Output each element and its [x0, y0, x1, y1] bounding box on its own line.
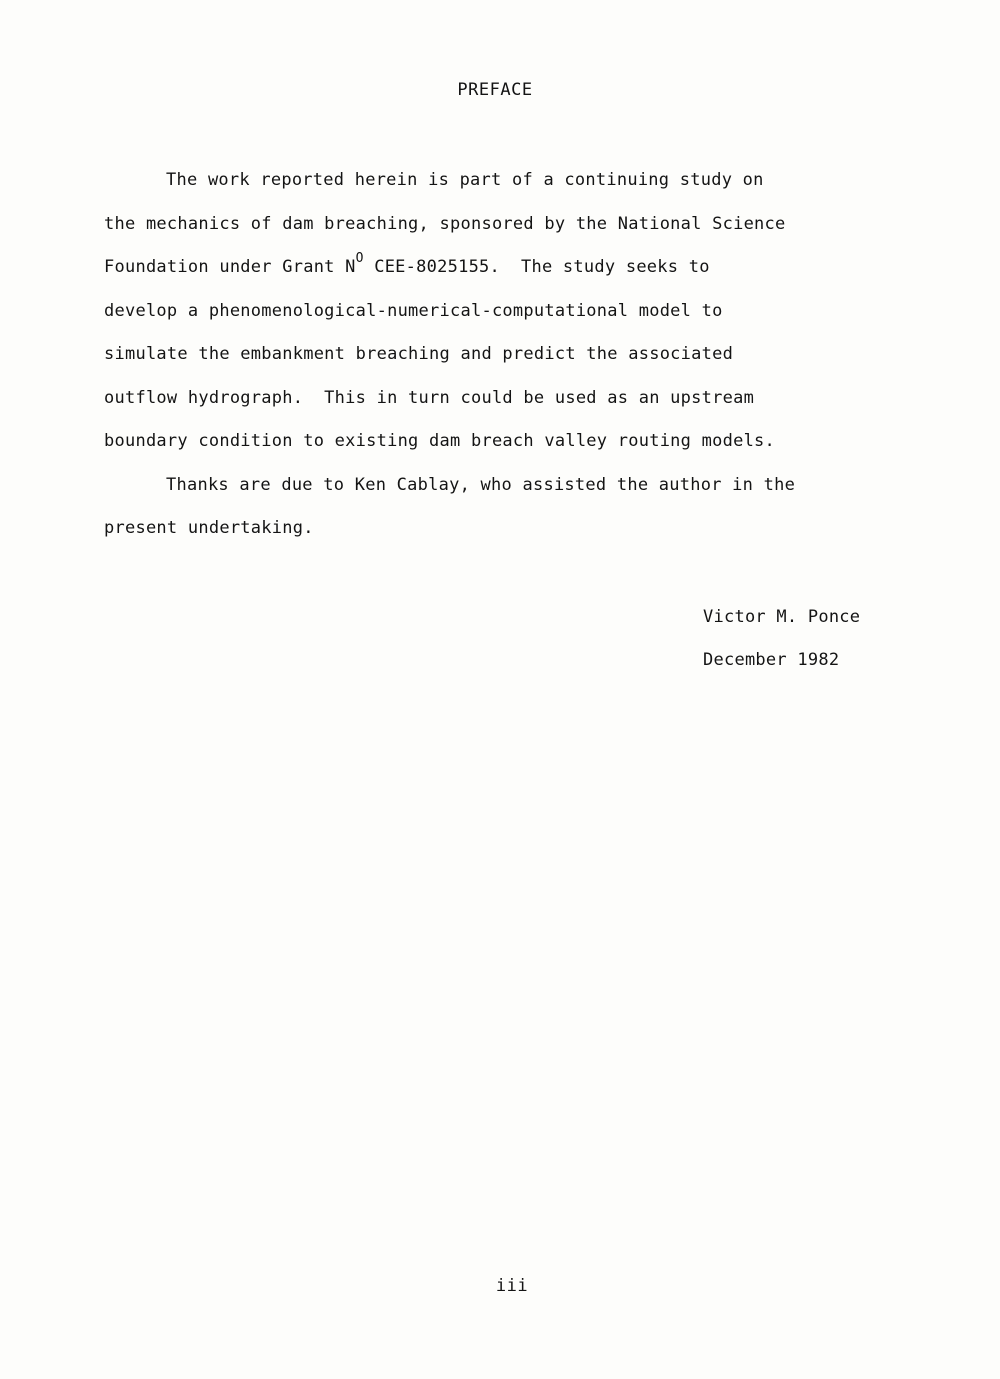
signature-date: December 1982: [703, 650, 840, 670]
paragraph-1-line-2: the mechanics of dam breaching, sponsored by the National Science: [104, 214, 786, 234]
paragraph-1-line-1: The work reported herein is part of a continuing study on: [166, 170, 764, 190]
number-superscript: O: [355, 251, 364, 266]
paragraph-1-line-7: boundary condition to existing dam breach valley routing models.: [104, 431, 776, 451]
grant-text: Foundation under Grant N: [104, 257, 356, 277]
paragraph-1-line-3: [104, 251, 710, 281]
author-name: Victor M. Ponce: [703, 607, 861, 627]
paragraph-2-line-2: present undertaking.: [104, 518, 314, 538]
grant-number-text: CEE-8025155. The study seeks to: [363, 257, 710, 277]
page-title: PREFACE: [457, 80, 533, 100]
paragraph-1-line-4: develop a phenomenological-numerical-computational model to: [104, 301, 723, 321]
page-number: iii: [495, 1276, 529, 1296]
paragraph-1-line-5: simulate the embankment breaching and predict the associated: [104, 344, 734, 364]
paragraph-1-line-6: outflow hydrograph. This in turn could be used as an upstream: [104, 388, 755, 408]
paragraph-2-line-1: Thanks are due to Ken Cablay, who assisted the author in the: [166, 475, 796, 495]
